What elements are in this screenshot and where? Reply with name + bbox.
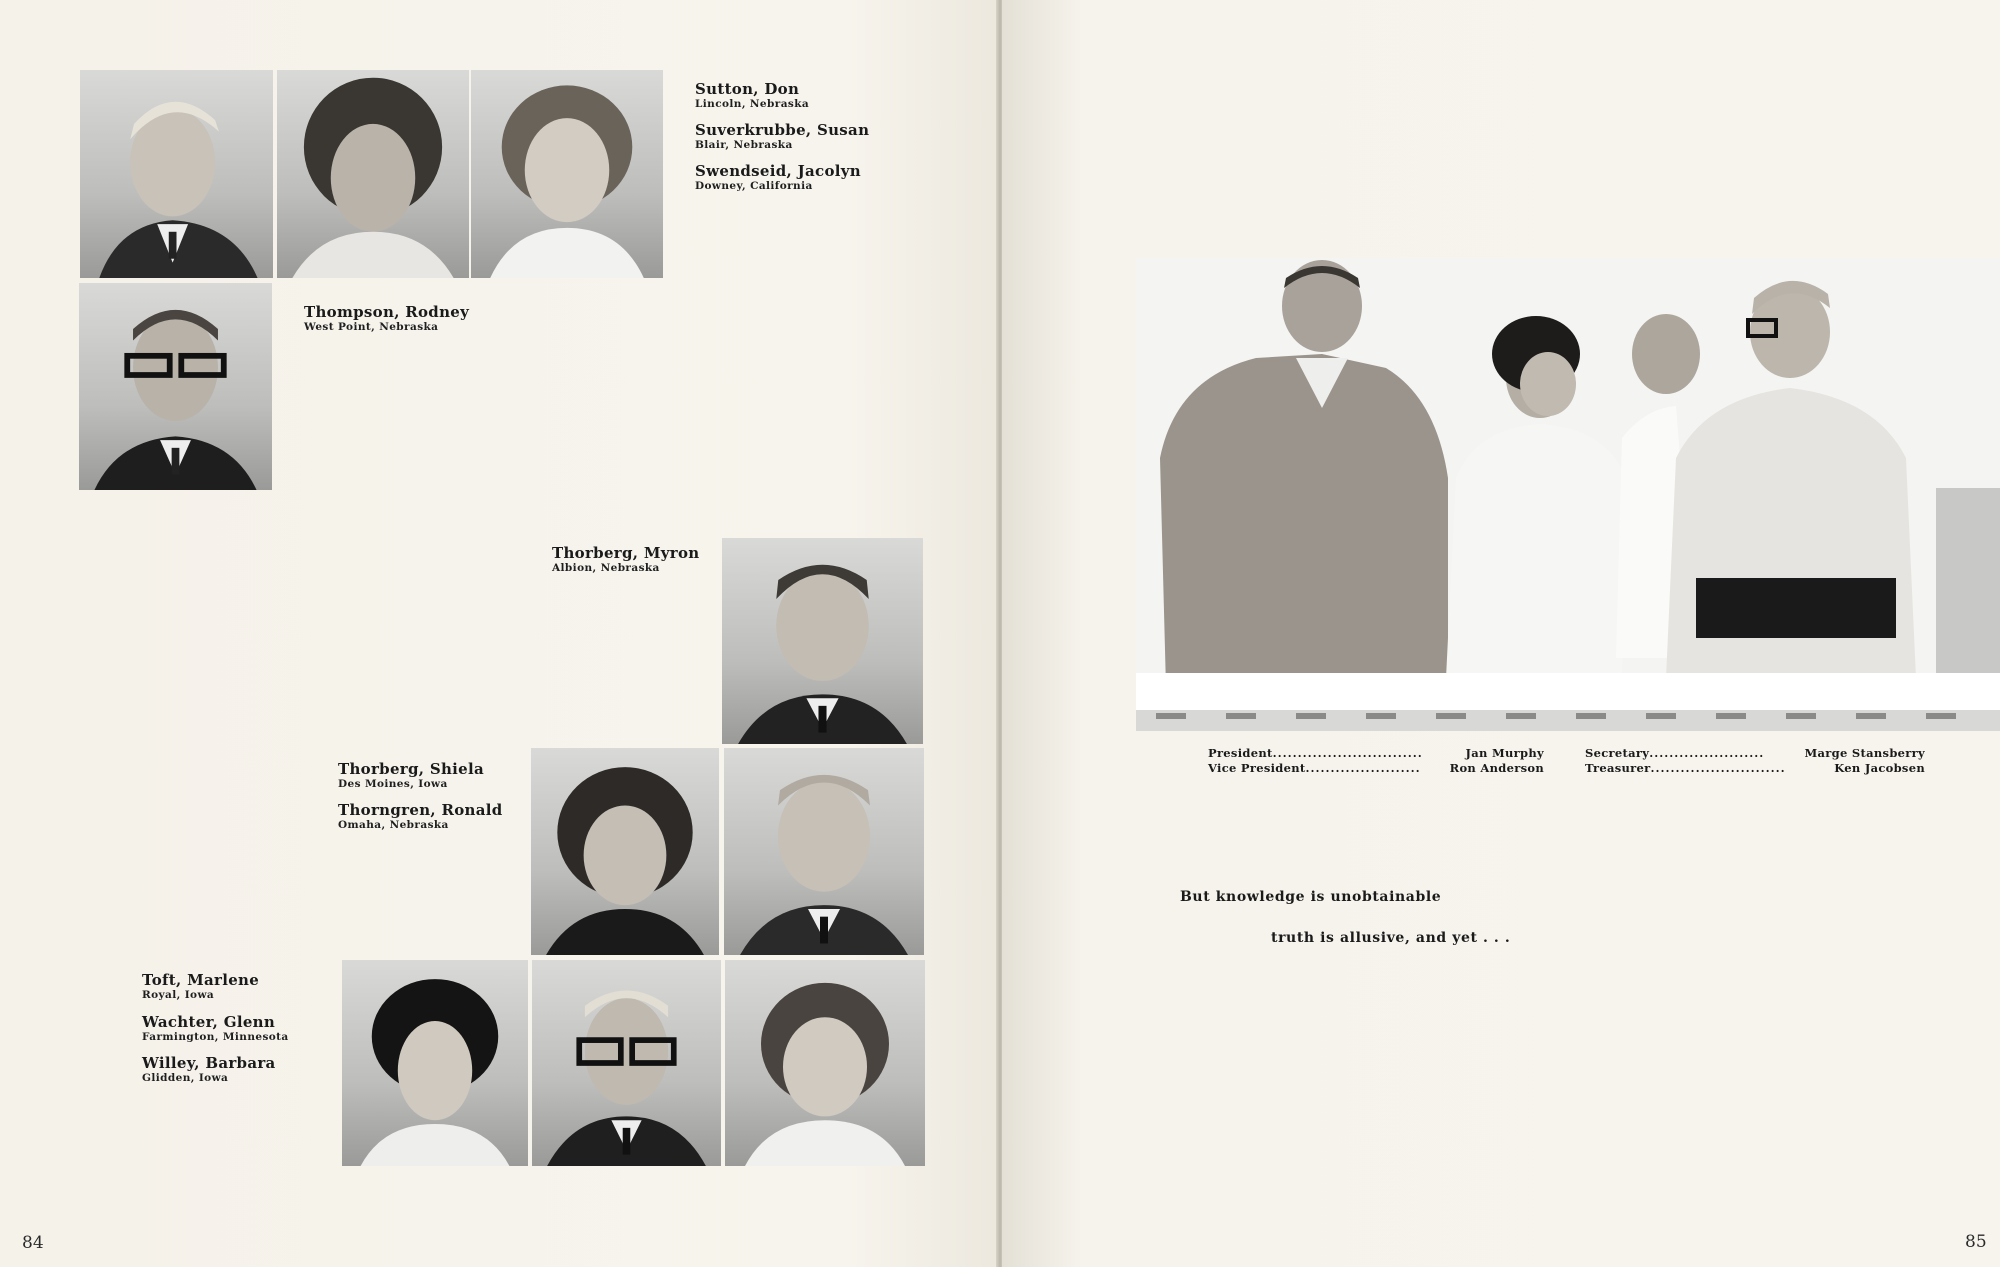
officer-name: Jan Murphy bbox=[1465, 746, 1544, 760]
page-number: 84 bbox=[22, 1233, 44, 1253]
student-town: Albion, Nebraska bbox=[552, 562, 660, 574]
officers-group-photo bbox=[1136, 258, 2000, 731]
student-name: Wachter, Glenn bbox=[142, 1013, 276, 1031]
caption-line-1: But knowledge is unobtainable bbox=[1180, 889, 1442, 905]
officer-name: Ron Anderson bbox=[1449, 761, 1544, 775]
officer-secretary bbox=[1585, 746, 1925, 761]
entry-wachter bbox=[142, 1014, 289, 1043]
entry-sutton bbox=[695, 81, 809, 110]
student-town: Farmington, Minnesota bbox=[142, 1031, 289, 1043]
officer-title: President bbox=[1208, 746, 1273, 760]
student-name: Sutton, Don bbox=[695, 80, 800, 98]
portrait-toft bbox=[342, 960, 528, 1166]
student-town: Blair, Nebraska bbox=[695, 139, 793, 151]
officer-title: Secretary bbox=[1585, 746, 1650, 760]
officer-treasurer bbox=[1585, 761, 1925, 776]
student-town: Lincoln, Nebraska bbox=[695, 98, 810, 110]
entry-toft bbox=[142, 972, 259, 1001]
student-name: Thompson, Rodney bbox=[304, 303, 470, 321]
entry-thompson bbox=[304, 304, 469, 333]
caption-line-2: truth is allusive, and yet . . . bbox=[1271, 930, 1511, 946]
officer-title: Treasurer bbox=[1585, 761, 1651, 775]
student-town: Royal, Iowa bbox=[142, 989, 215, 1001]
student-name: Willey, Barbara bbox=[142, 1054, 276, 1072]
entry-suverkrubbe bbox=[695, 122, 869, 151]
student-name: Toft, Marlene bbox=[142, 971, 260, 989]
entry-swendseid bbox=[695, 163, 861, 192]
leader-dots: .............................. bbox=[1272, 746, 1423, 760]
entry-thorberg-shiela bbox=[338, 761, 484, 790]
student-name: Thorberg, Myron bbox=[552, 544, 700, 562]
entry-thorberg-myron bbox=[552, 545, 699, 574]
officer-vice-president bbox=[1208, 761, 1544, 776]
portrait-thorberg-shiela bbox=[531, 748, 719, 955]
officer-president bbox=[1208, 746, 1544, 761]
portrait-thorngren bbox=[724, 748, 924, 955]
page-number: 85 bbox=[1965, 1232, 1987, 1252]
student-name: Thorberg, Shiela bbox=[338, 760, 485, 778]
portrait-sutton bbox=[80, 70, 273, 278]
leader-dots: ........................... bbox=[1650, 761, 1786, 775]
left-page bbox=[0, 0, 998, 1267]
student-name: Suverkrubbe, Susan bbox=[695, 121, 870, 139]
student-name: Swendseid, Jacolyn bbox=[695, 162, 861, 180]
portrait-thompson bbox=[79, 283, 272, 490]
leader-dots: ....................... bbox=[1305, 761, 1421, 775]
portrait-suverkrubbe bbox=[277, 70, 469, 278]
portrait-swendseid bbox=[471, 70, 663, 278]
portrait-thorberg-myron bbox=[722, 538, 923, 744]
entry-thorngren bbox=[338, 802, 503, 831]
student-town: Glidden, Iowa bbox=[142, 1072, 229, 1084]
officer-name: Marge Stansberry bbox=[1804, 746, 1925, 760]
student-town: West Point, Nebraska bbox=[304, 321, 439, 333]
student-town: Omaha, Nebraska bbox=[338, 819, 449, 831]
portrait-wachter bbox=[532, 960, 721, 1166]
student-town: Des Moines, Iowa bbox=[338, 778, 448, 790]
officer-name: Ken Jacobsen bbox=[1834, 761, 1925, 775]
entry-willey bbox=[142, 1055, 276, 1084]
student-name: Thorngren, Ronald bbox=[338, 801, 503, 819]
leader-dots: ....................... bbox=[1649, 746, 1765, 760]
officer-title: Vice President bbox=[1208, 761, 1306, 775]
portrait-willey bbox=[725, 960, 925, 1166]
student-town: Downey, California bbox=[695, 180, 813, 192]
